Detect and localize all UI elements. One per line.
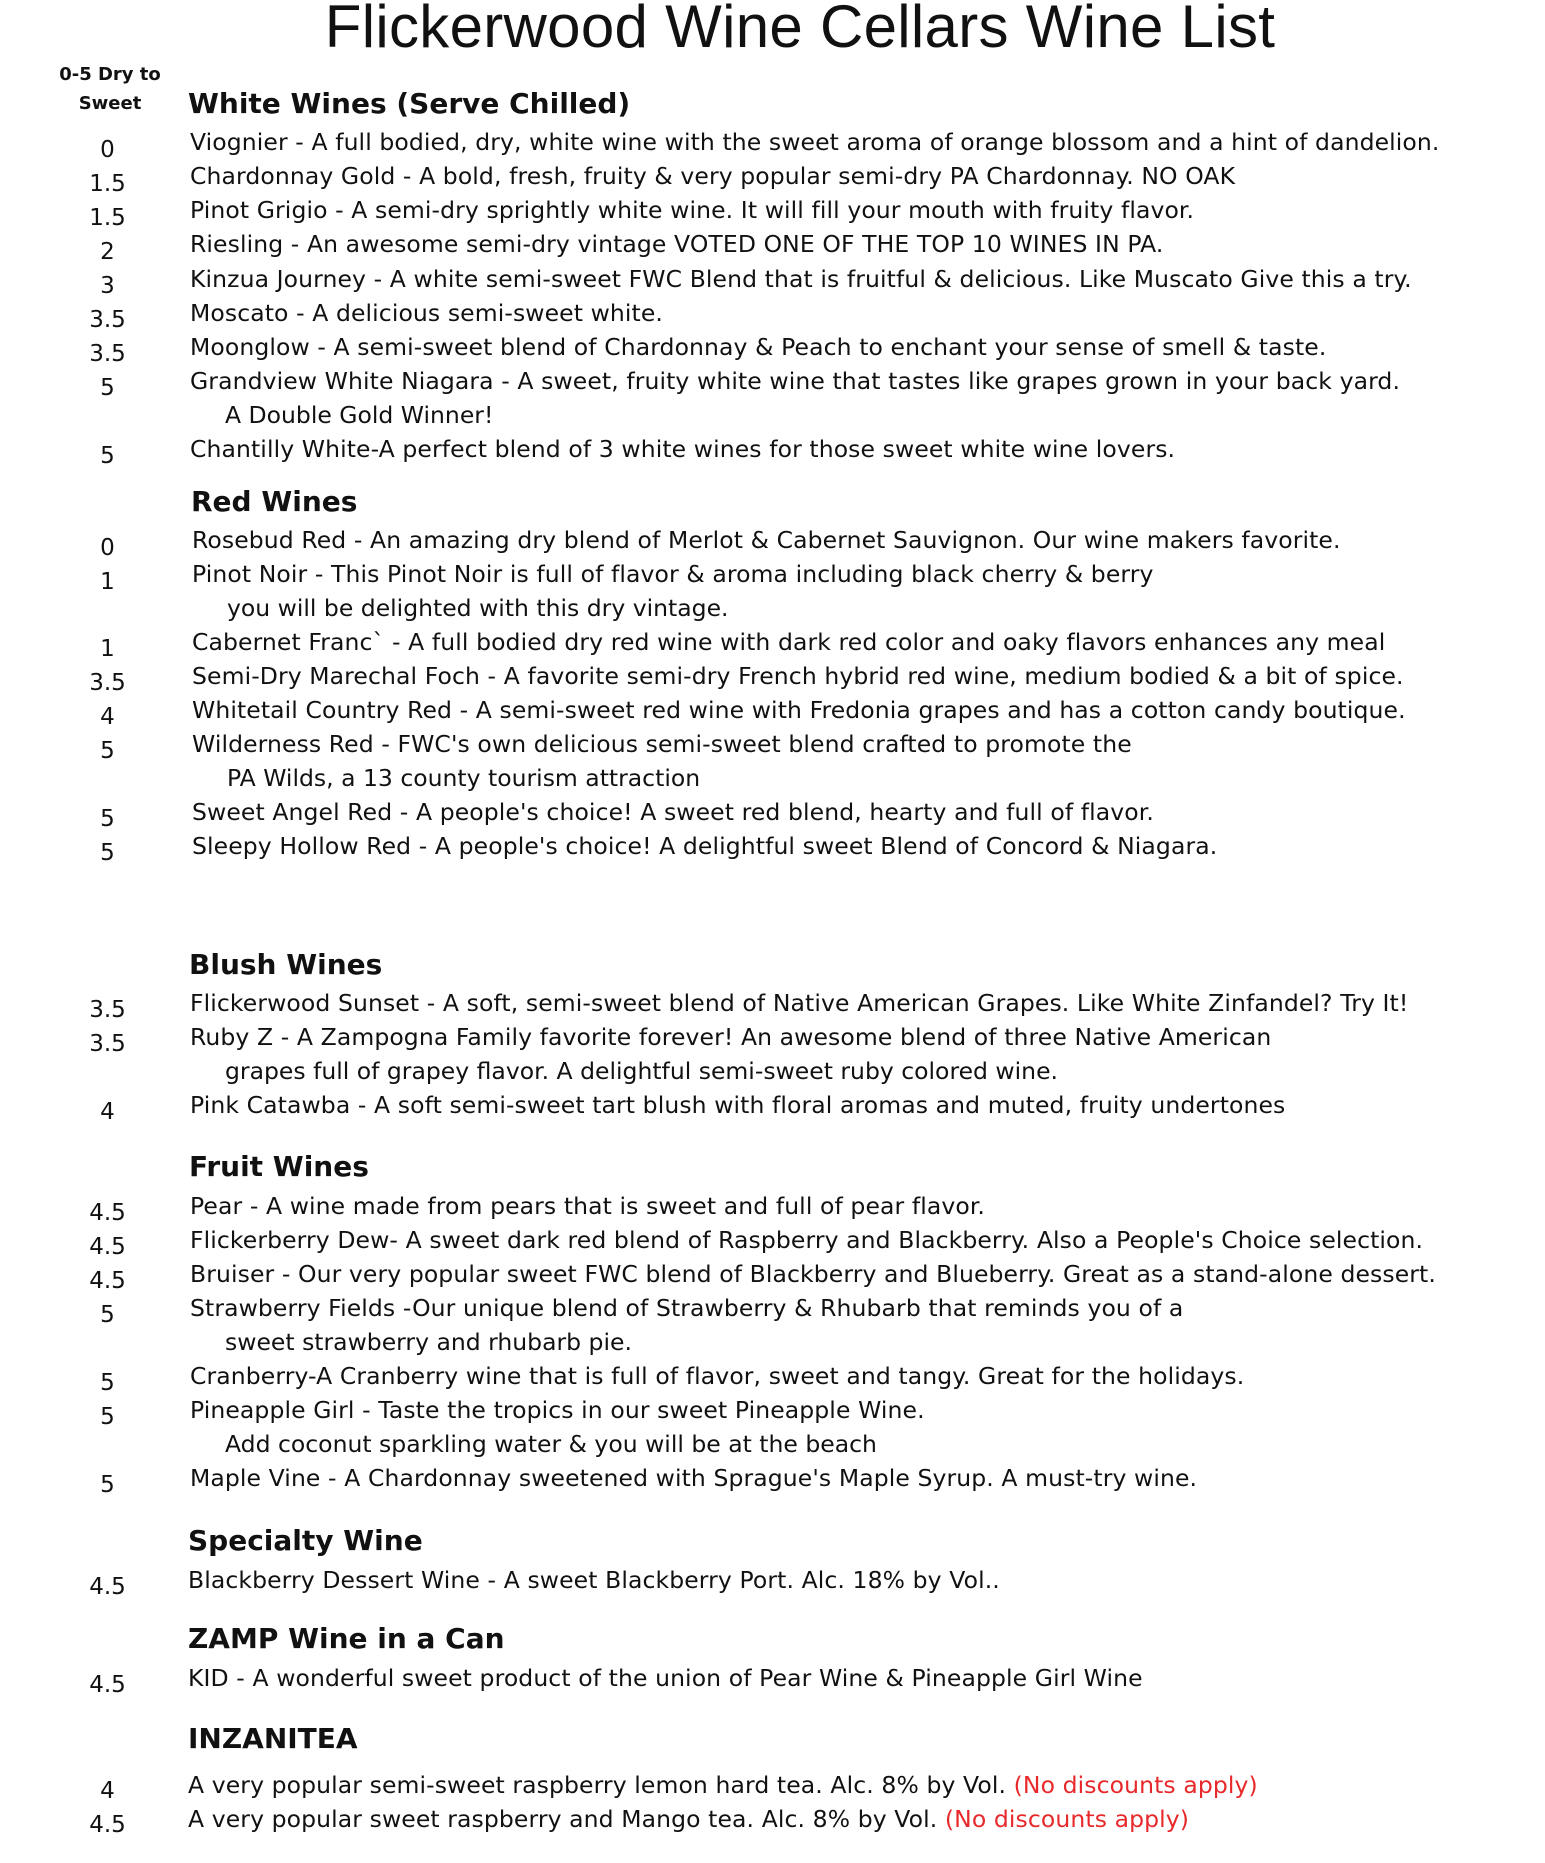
rating: 3.5 (89, 997, 126, 1023)
wine-description (188, 1805, 1189, 1833)
wine-description: Sweet Angel Red - A people's choice! A sweet red blend, hearty and full of flavor. (192, 798, 1154, 826)
rating: 3.5 (89, 307, 126, 333)
wine-description: Pinot Grigio - A semi-dry sprightly white wine. It will fill your mouth with fruity flavor. (190, 196, 1195, 224)
wine-description-continued: you will be delighted with this dry vintage. (227, 594, 729, 622)
wine-description: Pink Catawba - A soft semi-sweet tart blush with floral aromas and muted, fruity undertones (190, 1091, 1286, 1119)
wine-description (188, 1771, 1258, 1799)
wine-description: Moonglow - A semi-sweet blend of Chardonnay & Peach to enchant your sense of smell & taste. (190, 333, 1327, 361)
wine-description: Bruiser - Our very popular sweet FWC blend of Blackberry and Blueberry. Great as a stand-alone dessert. (190, 1260, 1436, 1288)
section-heading-inzanitea: INZANITEA (188, 1722, 358, 1755)
wine-description-continued: A Double Gold Winner! (225, 401, 494, 429)
wine-description: Semi-Dry Marechal Foch - A favorite semi-dry French hybrid red wine, medium bodied & a bit of spice. (192, 662, 1404, 690)
scale-label-line1: 0-5 Dry to (59, 64, 161, 85)
no-discount-note: (No discounts apply) (1013, 1771, 1258, 1799)
wine-description: Riesling - An awesome semi-dry vintage VOTED ONE OF THE TOP 10 WINES IN PA. (190, 230, 1164, 258)
rating: 4.5 (89, 1672, 126, 1698)
section-heading-specialty: Specialty Wine (188, 1524, 423, 1557)
wine-description-continued: sweet strawberry and rhubarb pie. (225, 1328, 632, 1356)
rating: 1.5 (89, 205, 126, 231)
section-heading-zamp: ZAMP Wine in a Can (188, 1622, 505, 1655)
rating: 4 (100, 704, 115, 730)
wine-description: Maple Vine - A Chardonnay sweetened with Sprague's Maple Syrup. A must-try wine. (190, 1464, 1198, 1492)
rating: 3.5 (89, 670, 126, 696)
wine-description-continued: PA Wilds, a 13 county tourism attraction (227, 764, 701, 792)
wine-description: Kinzua Journey - A white semi-sweet FWC Blend that is fruitful & delicious. Like Muscato Give this a try. (190, 265, 1412, 293)
wine-description: Wilderness Red - FWC's own delicious semi-sweet blend crafted to promote the (192, 730, 1132, 758)
rating: 2 (100, 239, 115, 265)
wine-description: Blackberry Dessert Wine - A sweet Blackberry Port. Alc. 18% by Vol.. (188, 1566, 1000, 1594)
rating: 5 (100, 1302, 115, 1328)
rating: 3.5 (89, 1031, 126, 1057)
section-heading-white: White Wines (Serve Chilled) (188, 87, 631, 120)
wine-description-text: A very popular semi-sweet raspberry lemon hard tea. Alc. 8% by Vol. (188, 1771, 1014, 1799)
rating: 3 (100, 273, 115, 299)
rating: 4.5 (89, 1812, 126, 1838)
section-heading-red: Red Wines (191, 485, 358, 518)
rating: 5 (100, 1370, 115, 1396)
wine-description: Pear - A wine made from pears that is sweet and full of pear flavor. (190, 1192, 986, 1220)
page-title: Flickerwood Wine Cellars Wine List (324, 0, 1276, 60)
wine-description: Moscato - A delicious semi-sweet white. (190, 299, 663, 327)
rating: 4.5 (89, 1234, 126, 1260)
wine-description-continued: Add coconut sparkling water & you will be at the beach (225, 1430, 877, 1458)
wine-description: Ruby Z - A Zampogna Family favorite forever! An awesome blend of three Native American (190, 1023, 1272, 1051)
rating: 4.5 (89, 1200, 126, 1226)
rating: 3.5 (89, 341, 126, 367)
wine-description: Strawberry Fields -Our unique blend of Strawberry & Rhubarb that reminds you of a (190, 1294, 1184, 1322)
scale-label-line2: Sweet (78, 93, 142, 114)
rating: 4 (100, 1099, 115, 1125)
wine-description-text: A very popular sweet raspberry and Mango tea. Alc. 8% by Vol. (188, 1805, 945, 1833)
wine-description-continued: grapes full of grapey flavor. A delightful semi-sweet ruby colored wine. (225, 1057, 1058, 1085)
wine-description: Flickerberry Dew- A sweet dark red blend of Raspberry and Blackberry. Also a People's Choice selection. (190, 1226, 1424, 1254)
rating: 5 (100, 840, 115, 866)
rating: 5 (100, 1404, 115, 1430)
wine-description: Chardonnay Gold - A bold, fresh, fruity & very popular semi-dry PA Chardonnay. NO OAK (190, 162, 1236, 190)
rating: 4 (100, 1778, 115, 1804)
rating: 0 (100, 535, 115, 561)
wine-description: Chantilly White-A perfect blend of 3 white wines for those sweet white wine lovers. (190, 435, 1176, 463)
wine-description: Cranberry-A Cranberry wine that is full of flavor, sweet and tangy. Great for the holidays. (190, 1362, 1245, 1390)
no-discount-note: (No discounts apply) (944, 1805, 1190, 1833)
wine-description: Grandview White Niagara - A sweet, fruity white wine that tastes like grapes grown in your back yard. (190, 367, 1401, 395)
rating: 4.5 (89, 1268, 126, 1294)
rating: 5 (100, 738, 115, 764)
wine-description: Whitetail Country Red - A semi-sweet red wine with Fredonia grapes and has a cotton candy boutique. (192, 696, 1406, 724)
rating: 0 (100, 137, 115, 163)
rating: 5 (100, 806, 115, 832)
rating: 4.5 (89, 1574, 126, 1600)
wine-description: Pineapple Girl - Taste the tropics in our sweet Pineapple Wine. (190, 1396, 925, 1424)
wine-description: KID - A wonderful sweet product of the union of Pear Wine & Pineapple Girl Wine (188, 1664, 1143, 1692)
wine-description: Viognier - A full bodied, dry, white wine with the sweet aroma of orange blossom and a hint of dandelion. (190, 128, 1440, 156)
rating: 5 (100, 1472, 115, 1498)
scale-label (50, 60, 170, 118)
rating: 1 (100, 569, 115, 595)
rating: 5 (100, 443, 115, 469)
rating: 1.5 (89, 171, 126, 197)
wine-description: Cabernet Franc` - A full bodied dry red wine with dark red color and oaky flavors enhances any meal (192, 628, 1386, 656)
wine-description: Sleepy Hollow Red - A people's choice! A delightful sweet Blend of Concord & Niagara. (192, 832, 1218, 860)
wine-description: Pinot Noir - This Pinot Noir is full of flavor & aroma including black cherry & berry (192, 560, 1154, 588)
section-heading-blush: Blush Wines (189, 948, 383, 981)
wine-description: Flickerwood Sunset - A soft, semi-sweet blend of Native American Grapes. Like White Zinfandel? Try It! (190, 989, 1409, 1017)
section-heading-fruit: Fruit Wines (189, 1150, 369, 1183)
wine-description: Rosebud Red - An amazing dry blend of Merlot & Cabernet Sauvignon. Our wine makers favorite. (192, 526, 1341, 554)
rating: 1 (100, 636, 115, 662)
rating: 5 (100, 375, 115, 401)
